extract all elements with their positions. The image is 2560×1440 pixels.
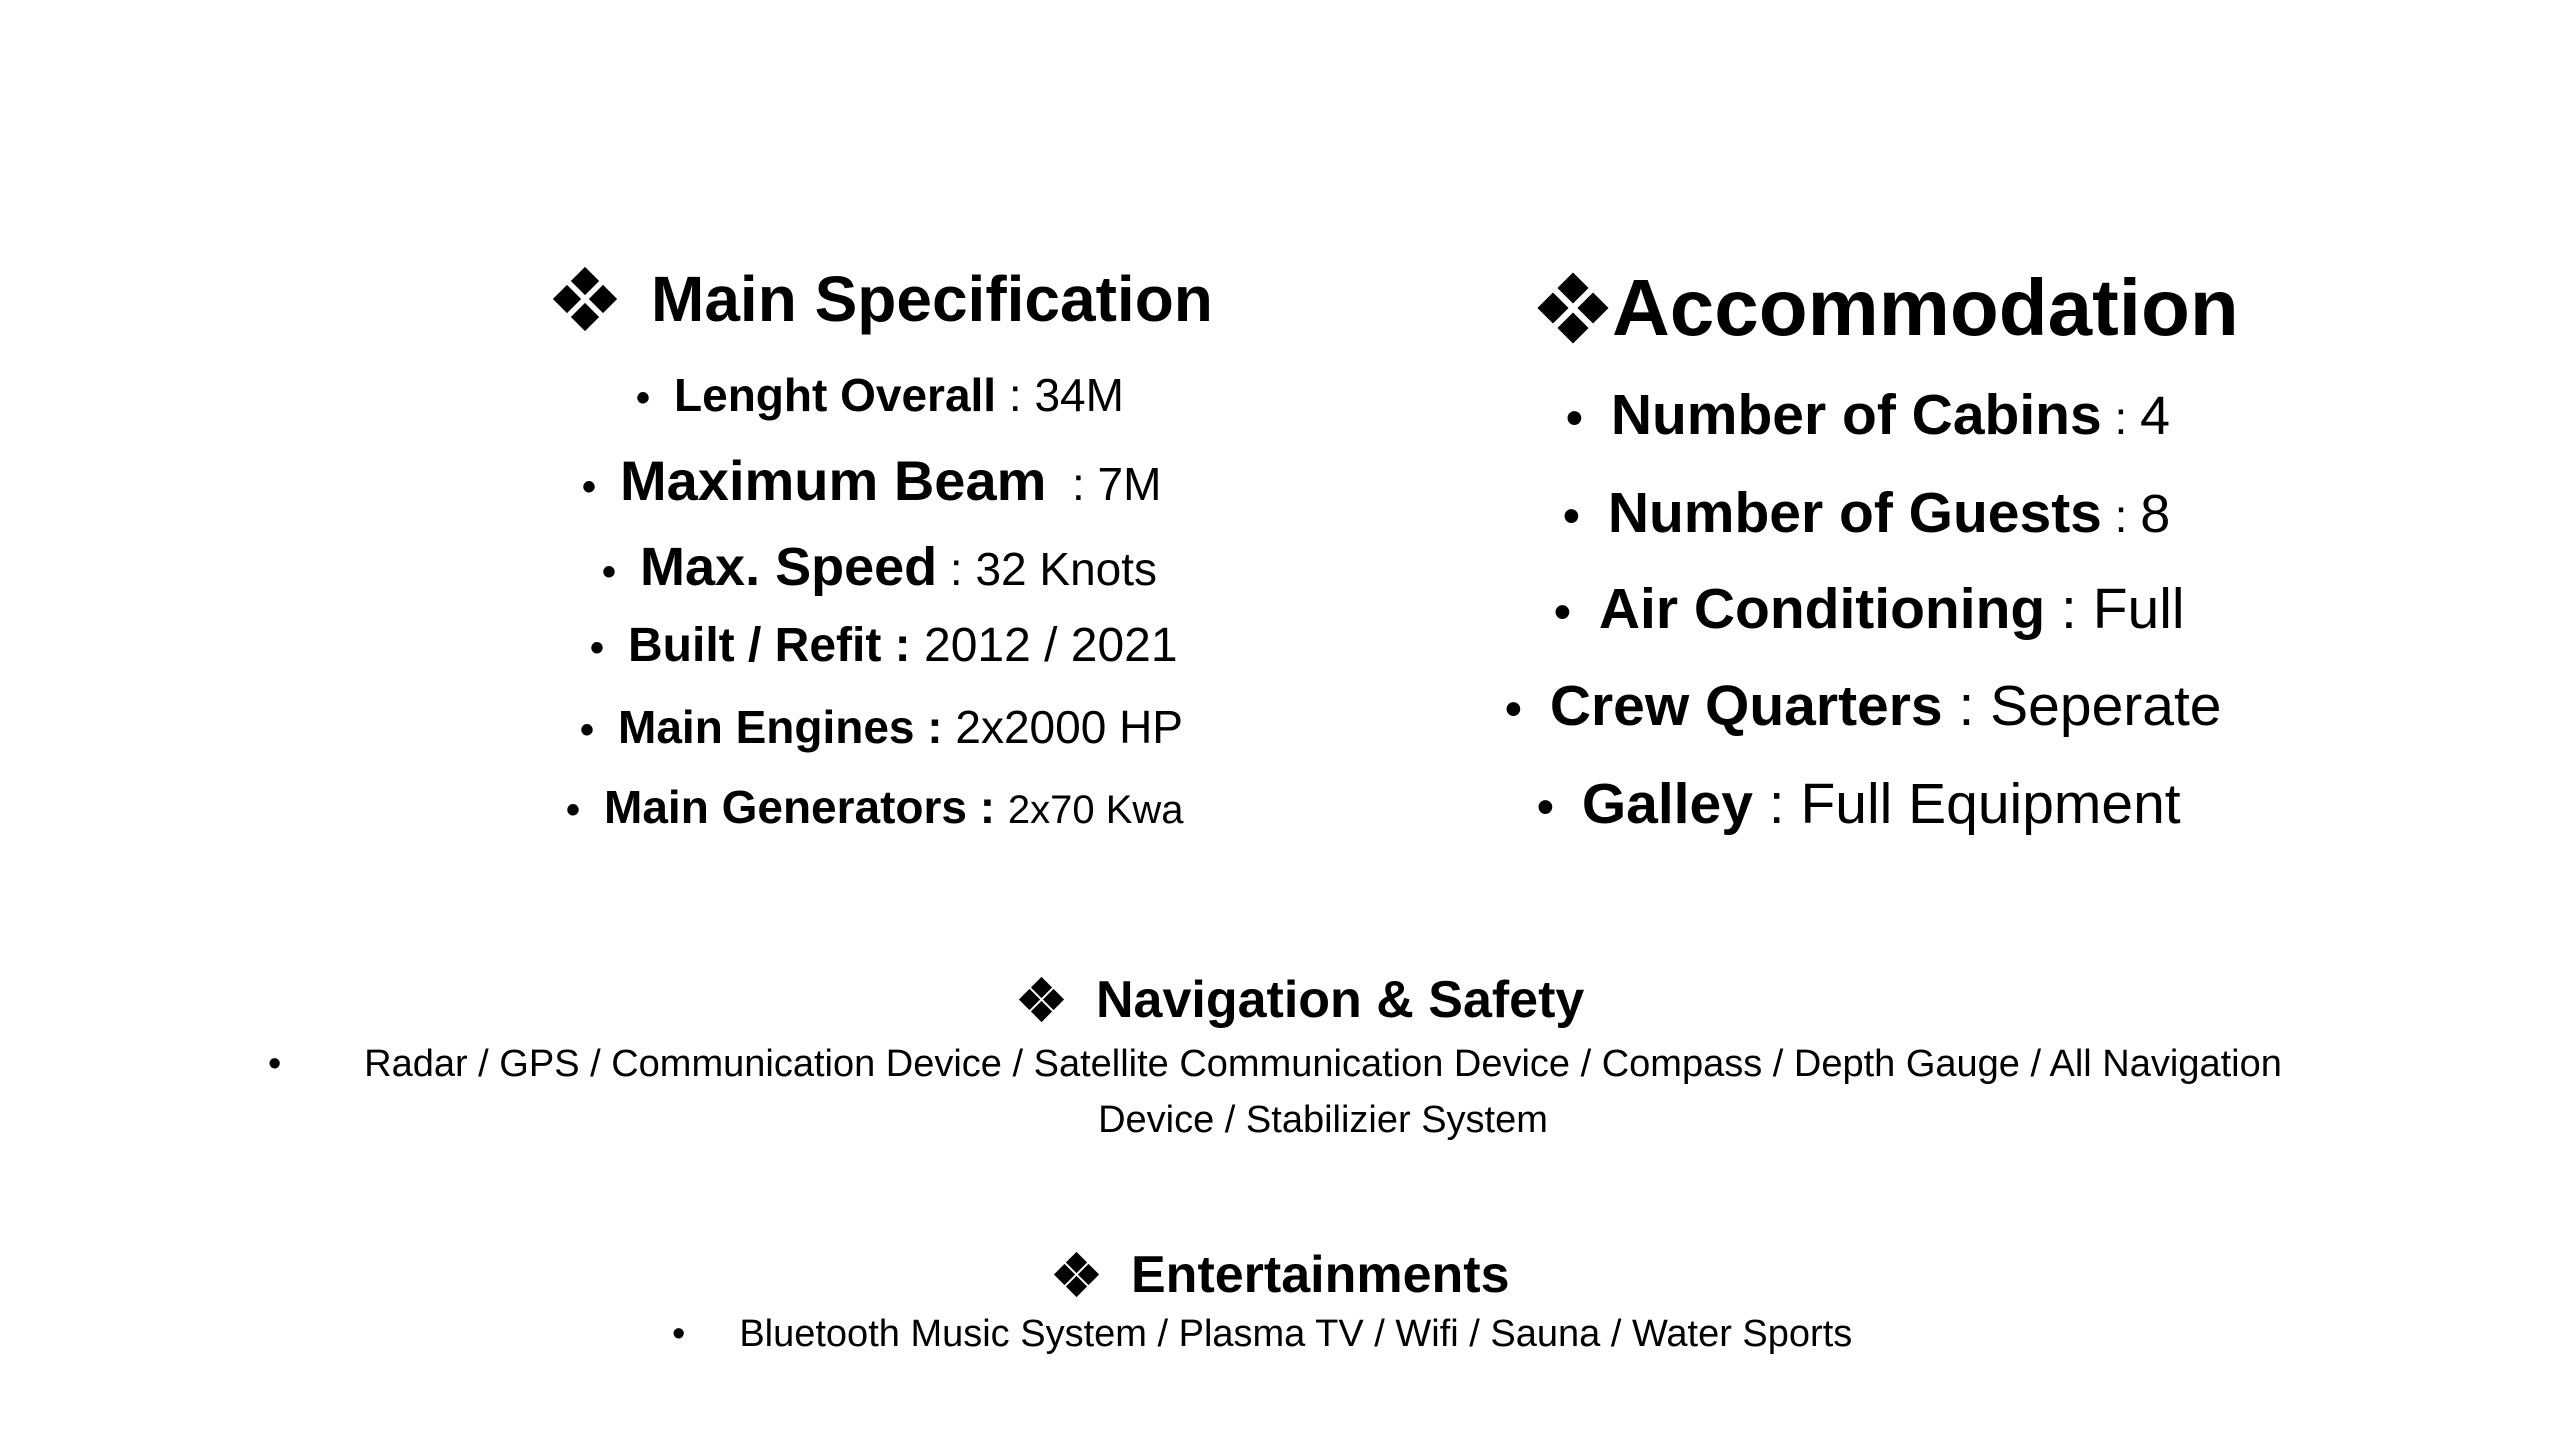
acc-item-air-conditioning <box>1554 576 2185 642</box>
main-specification-heading <box>555 262 1213 336</box>
spec-item-length <box>636 368 1124 422</box>
bullet: • <box>268 1043 282 1085</box>
bullet: • <box>1566 392 1583 445</box>
spec-separator: : <box>1046 458 1098 510</box>
four-diamonds-icon <box>1020 978 1064 1022</box>
acc-separator: : <box>1752 772 1801 836</box>
spec-value: 2x2000 HP <box>955 701 1183 753</box>
four-diamonds-icon <box>1540 275 1606 341</box>
navigation-safety-text: Radar / GPS / Communication Device / Satellite Communication Device / Compass / Depth Gauge / All Navigation Device / Stabilizier System <box>364 1043 2282 1141</box>
spec-separator: : <box>937 543 976 595</box>
bullet: • <box>602 550 617 594</box>
acc-value: Full <box>2092 577 2185 641</box>
acc-label: Number of Guests <box>1607 481 2102 545</box>
bullet: • <box>1505 683 1522 736</box>
spec-item-generators <box>566 780 1184 834</box>
bullet: • <box>566 788 581 832</box>
bullet: • <box>580 708 595 752</box>
spec-label: Main Generators : <box>604 781 996 833</box>
navigation-safety-title: Navigation & Safety <box>1096 971 1585 1029</box>
entertainments-heading <box>1055 1245 1510 1305</box>
acc-value: Full Equipment <box>1800 772 2181 836</box>
acc-value: Seperate <box>1990 674 2222 738</box>
acc-separator: : <box>2101 490 2141 542</box>
entertainments-list <box>672 1313 1852 1356</box>
spec-separator: : <box>996 369 1035 421</box>
entertainments-text: Bluetooth Music System / Plasma TV / Wifi / Sauna / Water Sports <box>739 1313 1853 1355</box>
main-specification-title: Main Specification <box>651 263 1213 335</box>
acc-separator: : <box>1942 674 1991 738</box>
bullet: • <box>1537 781 1554 834</box>
spec-item-beam <box>582 448 1161 513</box>
entertainments-title: Entertainments <box>1131 1246 1510 1304</box>
spec-item-built-refit <box>590 618 1178 673</box>
spec-label: Lenght Overall <box>674 369 997 421</box>
bullet: • <box>636 376 651 420</box>
acc-value: 4 <box>2140 386 2171 446</box>
acc-item-cabins <box>1566 382 2170 448</box>
bullet: • <box>1563 490 1580 543</box>
bullet: • <box>672 1313 686 1355</box>
acc-label: Crew Quarters <box>1549 674 1943 738</box>
spec-value: 32 Knots <box>975 543 1158 595</box>
acc-label: Galley <box>1581 772 1753 836</box>
spec-separator <box>911 618 924 673</box>
bullet: • <box>590 626 605 670</box>
spec-value: 7M <box>1097 458 1162 510</box>
four-diamonds-icon <box>555 269 615 329</box>
spec-value: 2x70 Kwa <box>1007 788 1184 832</box>
accommodation-heading <box>1540 262 2239 354</box>
bullet: • <box>582 465 597 509</box>
acc-item-crew-quarters <box>1505 673 2222 739</box>
acc-label: Air Conditioning <box>1598 577 2046 641</box>
spec-label: Maximum Beam <box>620 449 1047 512</box>
navigation-safety-heading <box>1020 970 1584 1030</box>
acc-label: Number of Cabins <box>1610 383 2102 447</box>
spec-label: Main Engines : <box>618 701 943 753</box>
bullet: • <box>1554 586 1571 639</box>
spec-item-engines <box>580 700 1183 754</box>
acc-item-guests <box>1563 480 2170 546</box>
spec-value: 2012 / 2021 <box>924 619 1178 672</box>
acc-value: 8 <box>2140 484 2171 544</box>
acc-item-galley <box>1537 771 2181 837</box>
spec-label: Max. Speed <box>640 537 938 597</box>
acc-separator: : <box>2101 392 2141 444</box>
spec-separator <box>995 780 1008 834</box>
spec-value: 34M <box>1034 369 1124 421</box>
acc-separator: : <box>2045 577 2093 641</box>
spec-item-speed <box>602 536 1157 598</box>
accommodation-title: Accommodation <box>1612 263 2239 352</box>
four-diamonds-icon <box>1055 1253 1099 1297</box>
spec-separator <box>943 700 956 754</box>
spec-label: Built / Refit : <box>628 619 911 672</box>
